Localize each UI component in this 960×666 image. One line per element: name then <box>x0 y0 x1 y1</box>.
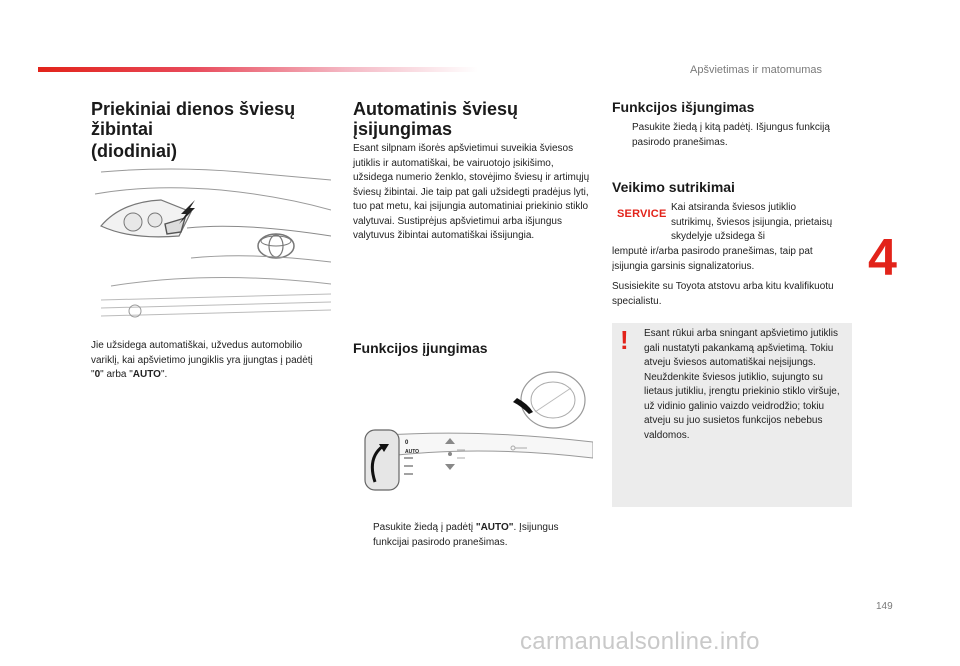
contact-dealer-text: Susisiekite su Toyota atstovu arba kitu kvalifikuotu specialistu. <box>612 281 834 307</box>
drl-body-text-mid: " arba " <box>100 369 133 380</box>
warning-icon: ! <box>620 325 629 355</box>
service-warning-icon: SERVICE <box>617 208 667 220</box>
auto-lights-title-line1: Automatinis šviesų <box>353 99 519 119</box>
auto-lights-body: Esant silpnam išorės apšvietimui suveikia šviesos jutiklis ir automatiškai, be vairuotojo įsikišimo, užsidega numerio ženklo, stovėjimo šviesų ir artimųjų šviesų žibintai. Jie taip pat gali užsidegti pradėjus lyti, tuo pat metu, kai įsijungia automatiniai priekinio stiklo valytuvai. Sustiprėjus apšvietimui arba išjungus valytuvus žibintai automatiškai išsijungia. <box>353 143 590 241</box>
headlight-illustration <box>91 166 331 328</box>
drl-body-text: Jie užsidega automatiškai, užvedus automobilio variklį, kai apšvietimo jungiklis yra įjungtas į padėtį " <box>91 340 313 380</box>
header-accent-bar <box>38 67 478 72</box>
light-stalk-illustration <box>353 360 593 500</box>
auto-lights-title-line2: įsijungimas <box>353 119 453 139</box>
activation-step <box>353 521 593 550</box>
stalk-label-0: 0 <box>405 440 409 446</box>
malfunction-title: Veikimo sutrikimai <box>612 179 735 195</box>
drl-title-line1: Priekiniai dienos šviesų <box>91 99 296 119</box>
warning-box <box>612 323 852 507</box>
malfunction-body-cont: lemputė ir/arba pasirodo pranešimas, taip pat įsijungia garsinis signalizatorius. <box>612 246 813 272</box>
drl-title <box>91 99 295 139</box>
drl-body <box>91 339 327 383</box>
deactivation-step <box>612 121 844 150</box>
drl-subtitle: (diodiniai) <box>91 141 177 161</box>
malfunction-body: Kai atsiranda šviesos jutiklio sutrikimų, šviesos įsijungia, prietaisų skydelyje užsidega ši <box>671 202 833 242</box>
drl-title-line2: žibintai <box>91 119 153 139</box>
drl-body-position-auto: AUTO <box>132 369 161 380</box>
car-front-drawing <box>91 166 331 328</box>
drl-body-position-0: 0 <box>94 369 101 380</box>
deactivation-step-text: Pasukite žiedą į kitą padėtį. Išjungus funkciją pasirodo pranešimas. <box>632 122 830 148</box>
section-title: Apšvietimas ir matomumas <box>690 64 823 76</box>
chapter-number: 4 <box>868 229 897 287</box>
deactivation-title: Funkcijos išjungimas <box>612 99 755 115</box>
activation-step-text <box>353 521 593 550</box>
activation-title: Funkcijos įjungimas <box>353 340 488 356</box>
auto-lights-title <box>353 99 518 139</box>
light-ring-knob <box>365 430 399 490</box>
stalk-drawing <box>353 360 593 500</box>
activation-step-text-a: Pasukite žiedą į padėtį <box>373 522 476 533</box>
drl-body-text-end: ". <box>160 369 168 380</box>
page-number: 149 <box>876 601 893 612</box>
stalk-label-auto: AUTO <box>405 449 420 455</box>
watermark: carmanualsonline.info <box>520 628 760 655</box>
activation-step-auto: "AUTO" <box>475 522 514 533</box>
warning-text: Esant rūkui arba sningant apšvietimo jutiklis gali nustatyti pakankamą apšvietimą. Tokiu atveju šviesos automatiškai neįsijungs. Neuždenkite šviesos jutiklio, sujungto su lietaus jutikliu, įrengtu priekinio stiklo viršuje, už vidinio galinio vaizdo veidrodžio; tokiu atveju su juo susietos funkcijos nebebus valdomos. <box>644 328 840 441</box>
activation-step-text-b: . Įsijungus funkcijai pasirodo pranešimas. <box>373 522 559 548</box>
